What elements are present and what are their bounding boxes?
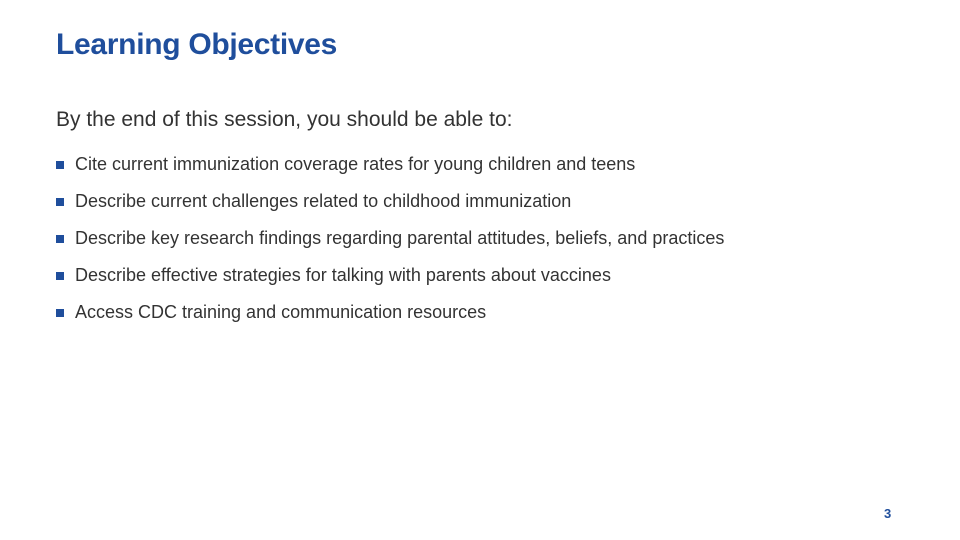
bullet-text: Describe key research findings regarding parental attitudes, beliefs, and practices bbox=[75, 228, 725, 248]
square-bullet-icon bbox=[56, 161, 64, 169]
slide-title: Learning Objectives bbox=[56, 28, 338, 61]
square-bullet-icon bbox=[56, 198, 64, 206]
bullet-text: Access CDC training and communication resources bbox=[75, 302, 487, 322]
square-bullet-icon bbox=[56, 272, 64, 280]
objectives-list bbox=[56, 146, 724, 331]
page-number: 3 bbox=[884, 506, 892, 521]
list-item bbox=[56, 220, 724, 257]
list-item bbox=[56, 146, 724, 183]
list-item bbox=[56, 257, 724, 294]
intro-text: By the end of this session, you should be able to: bbox=[56, 108, 513, 131]
square-bullet-icon bbox=[56, 235, 64, 243]
list-item bbox=[56, 183, 724, 220]
bullet-text: Cite current immunization coverage rates for young children and teens bbox=[75, 154, 636, 174]
list-item bbox=[56, 294, 724, 331]
bullet-text: Describe effective strategies for talking with parents about vaccines bbox=[75, 265, 611, 285]
bullet-text: Describe current challenges related to childhood immunization bbox=[75, 191, 572, 211]
square-bullet-icon bbox=[56, 309, 64, 317]
